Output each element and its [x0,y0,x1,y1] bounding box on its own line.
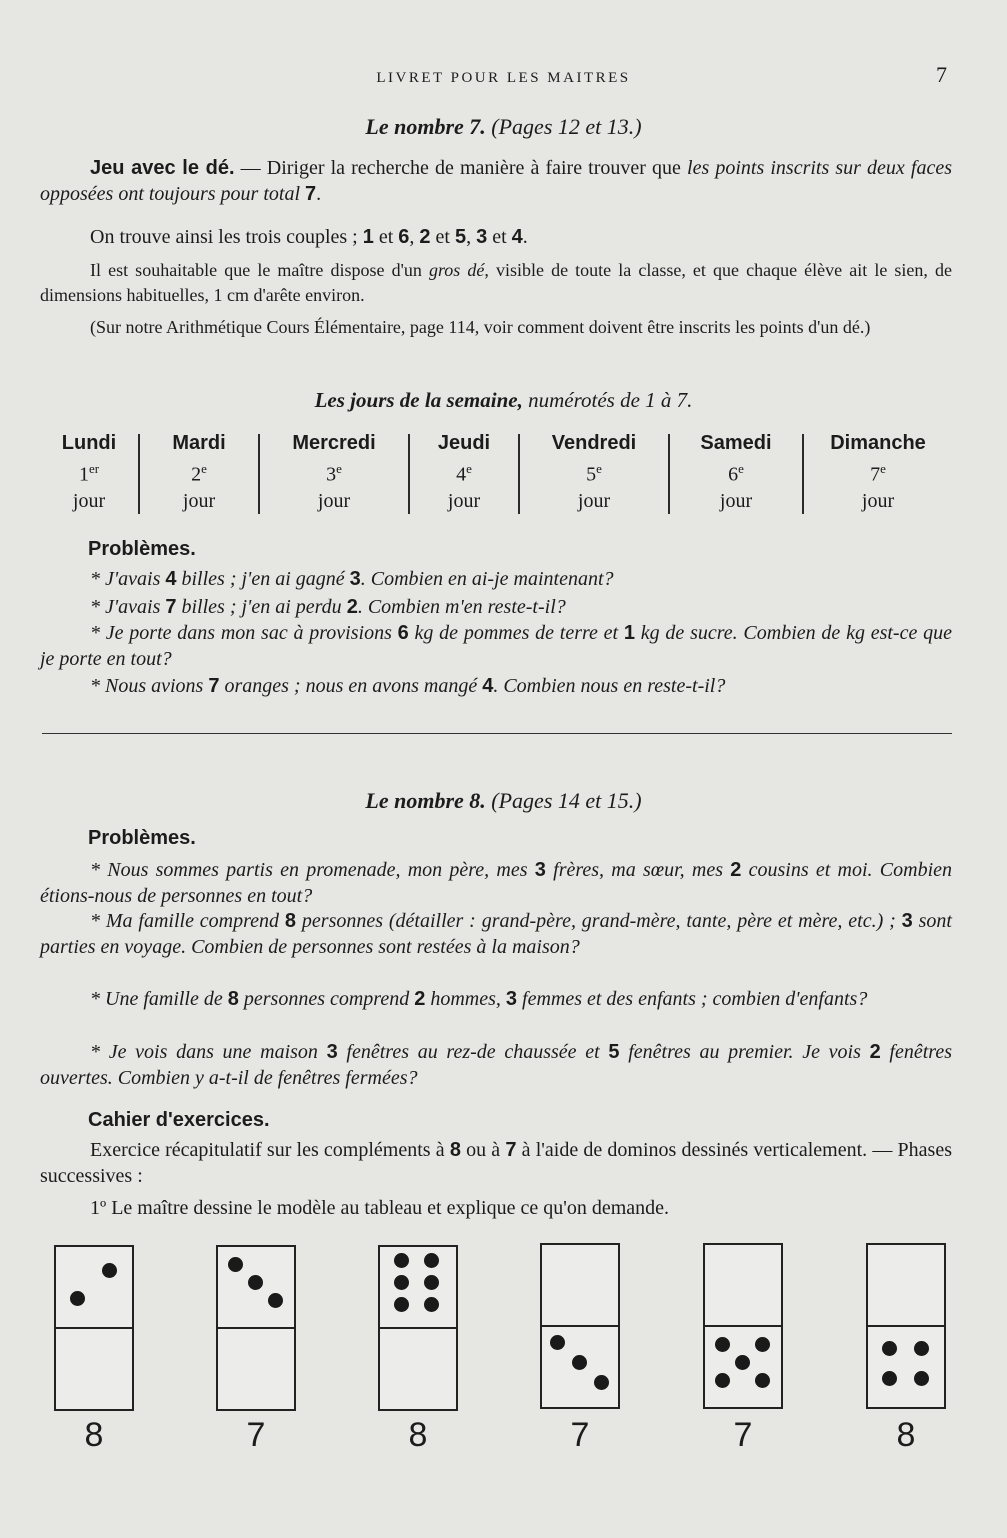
day-ordinal: 2 [191,463,202,486]
problem-text: fenêtres au premier. Je vois [619,1041,870,1063]
day-ordinal-suffix: e [466,461,472,476]
couples-text: . [522,226,528,248]
problem-number: 3 [349,568,361,590]
section-title-8 [0,788,1007,814]
couples-number: 3 [476,226,488,248]
day-name: Lundi [61,432,117,454]
section-title-8-main: Le nombre 8. [365,788,486,813]
day-column [670,430,802,512]
problem-number: 2 [730,859,742,881]
day-column [260,430,408,512]
problem-number: 3 [326,1041,338,1063]
gros-de-text: , visible de toute la classe, et que chaque élève ait le sien, de dimensions habituelles, 1 cm d'arête environ. [40,260,952,305]
day-ordinal-suffix: e [880,461,886,476]
domino-pip [102,1263,117,1278]
section-title-7-main: Le nombre 7. [365,114,486,139]
couples-text: , [409,226,420,248]
problem-number: 8 [227,988,239,1010]
cahier-text: Exercice récapitulatif sur les compléments à [90,1139,450,1161]
problem-number: 7 [165,596,177,618]
problem-text: * Nous avions [90,675,209,697]
problem-number: 5 [608,1041,620,1063]
domino-pip [424,1275,439,1290]
problem-7-2 [40,594,952,620]
day-column [410,430,518,512]
problem-text: * Ma famille comprend [90,910,285,932]
jeu-text-1: — Diriger la recherche de manière à faire trouver que [234,157,688,179]
jeu-number: 7 [305,183,317,205]
cahier-number: 8 [449,1139,461,1161]
problem-number: 1 [623,622,636,644]
day-word: jour [182,489,216,512]
domino-label: 8 [896,1416,916,1454]
problem-number: 3 [901,910,913,932]
couples-text: On trouve ainsi les trois couples ; [90,226,363,248]
problem-text: cousins et moi. Combien étions-nous de personnes en tout? [40,859,953,907]
domino-pip [735,1355,750,1370]
domino-pip [755,1373,770,1388]
domino-divider [56,1327,132,1329]
running-head: LIVRET POUR LES MAITRES [376,70,631,86]
problems-heading-7: Problèmes. [88,538,196,560]
problem-7-3 [40,620,952,672]
arithmetique-note: (Sur notre Arithmétique Cours Élémentaire, page 114, voir comment doivent être inscrits les points d'un dé.) [90,317,871,337]
day-ordinal: 5 [586,463,597,486]
couples-number: 6 [398,226,410,248]
day-word: jour [447,489,481,512]
section-title-7-pages: (Pages 12 et 13.) [485,114,642,139]
day-column [520,430,668,512]
problems-heading-8: Problèmes. [88,827,196,849]
day-name: Dimanche [830,432,926,454]
domino-pip [914,1371,929,1386]
domino-pip [882,1371,897,1386]
problem-text: billes ; j'en ai gagné [176,568,350,590]
jeu-text-2: les points inscrits sur deux faces opposées ont toujours pour total [40,157,952,205]
domino-pip [424,1253,439,1268]
day-word: jour [861,489,895,512]
jeu-end: . [316,183,322,205]
problem-number: 3 [505,988,518,1010]
problem-text: kg de sucre. Combien de kg est-ce que je porte en tout? [40,622,952,670]
couples-number: 5 [454,226,467,248]
day-ordinal: 7 [870,463,881,486]
day-ordinal-suffix: e [201,461,207,476]
day-ordinal-suffix: e [738,461,744,476]
problem-text: femmes et des enfants ; combien d'enfants? [517,988,868,1010]
domino-pip [394,1297,409,1312]
day-column [804,430,952,512]
section-title-7 [0,114,1007,140]
day-word: jour [317,489,351,512]
domino [54,1245,134,1411]
domino-pip [882,1341,897,1356]
couples-number: 2 [419,226,431,248]
domino-pip [394,1253,409,1268]
problem-text: personnes (détailler : grand-père, grand-mère, tante, père et mère, etc.) ; [296,910,902,932]
page-number: 7 [936,62,947,87]
problem-text: hommes, [425,988,506,1010]
problem-text: fenêtres ouvertes. Combien y a-t-il de fenêtres fermées? [40,1041,953,1089]
section-divider [42,733,952,734]
domino [866,1243,946,1409]
cahier-text: ou à [460,1139,506,1161]
problem-8-1 [40,857,952,909]
problem-text: oranges ; nous en avons mangé [219,675,483,697]
domino-pip [248,1275,263,1290]
day-ordinal-suffix: e [596,461,602,476]
domino-pip [594,1375,609,1390]
jeu-paragraph [40,155,952,207]
problem-number: 2 [346,596,358,618]
problem-text: * J'avais [90,568,166,590]
domino-pip [572,1355,587,1370]
problem-text: billes ; j'en ai perdu [176,596,347,618]
problem-number: 6 [397,622,409,644]
jours-title [0,388,1007,413]
domino-pip [755,1337,770,1352]
problem-text: kg de pommes de terre et [408,622,624,644]
domino-label: 7 [570,1416,590,1454]
cahier-paragraph [40,1137,952,1189]
day-name: Jeudi [437,432,491,454]
domino-label: 8 [84,1416,104,1454]
domino-pip [70,1291,85,1306]
day-ordinal: 1 [78,463,89,486]
problem-text: . Combien m'en reste-t-il? [357,596,566,618]
couples-text: et [430,226,455,248]
day-column [40,430,138,512]
problem-number: 3 [534,859,546,881]
domino-divider [218,1327,294,1329]
domino [216,1245,296,1411]
days-table [40,430,952,512]
problem-number: 4 [165,568,177,590]
domino-pip [424,1297,439,1312]
problem-text: personnes comprend [238,988,415,1010]
gros-de-text: Il est souhaitable que le maître dispose d'un [90,260,429,280]
problem-text: . Combien en ai-je maintenant? [360,568,614,590]
domino-pip [394,1275,409,1290]
problem-number: 2 [414,988,426,1010]
domino [378,1245,458,1411]
day-word: jour [577,489,611,512]
domino-pip [715,1373,730,1388]
problem-7-1 [40,566,952,592]
couples-line [40,224,952,250]
day-ordinal-suffix: e [336,461,342,476]
domino-label: 7 [246,1416,266,1454]
couples-text: et [487,226,512,248]
problem-text: sont parties en voyage. Combien de personnes sont restées à la maison? [40,910,952,958]
couples-number: 4 [511,226,523,248]
problem-8-2 [40,908,952,960]
domino-pip [268,1293,283,1308]
domino-pip [228,1257,243,1272]
cahier-text: à l'aide de dominos dessinés verticalement. — Phases successives : [40,1139,952,1187]
gros-de-paragraph [40,258,952,308]
problem-number: 7 [208,675,220,697]
cahier-number: 7 [505,1139,517,1161]
domino-divider [705,1325,781,1327]
domino-divider [380,1327,456,1329]
day-word: jour [72,489,106,512]
day-ordinal: 3 [326,463,337,486]
problem-text: fenêtres au rez-de chaussée et [337,1041,609,1063]
couples-text: , [466,226,477,248]
domino-pip [914,1341,929,1356]
domino-divider [542,1325,618,1327]
problem-number: 4 [482,675,494,697]
day-ordinal: 4 [456,463,467,486]
problem-text: * J'avais [90,596,166,618]
problem-text: * Je porte dans mon sac à provisions [90,622,398,644]
day-name: Samedi [700,432,772,454]
cahier-heading: Cahier d'exercices. [88,1109,270,1131]
section-title-8-pages: (Pages 14 et 15.) [485,788,642,813]
day-column [140,430,258,512]
problem-text: frères, ma sœur, mes [545,859,731,881]
couples-number: 1 [362,226,374,248]
problem-number: 8 [284,910,297,932]
problem-8-3 [40,986,952,1012]
day-word: jour [719,489,753,512]
day-ordinal: 6 [728,463,739,486]
gros-de-italic: gros dé [428,260,485,280]
jours-title-main: Les jours de la semaine, [314,388,523,412]
problem-text: . Combien nous en reste-t-il? [493,675,726,697]
problem-text: * Nous sommes partis en promenade, mon père, mes [90,859,535,881]
jeu-heading: Jeu avec le dé. [90,157,235,179]
day-name: Mardi [172,432,226,454]
domino-pip [550,1335,565,1350]
problem-text: * Je vois dans une maison [90,1041,327,1063]
domino-divider [868,1325,944,1327]
day-ordinal-suffix: er [88,461,100,476]
step-1: 1º Le maître dessine le modèle au tableau et explique ce qu'on demande. [90,1197,670,1219]
domino-label: 8 [408,1416,428,1454]
problem-text: * Une famille de [90,988,228,1010]
jours-title-rest: numérotés de 1 à 7. [522,388,693,412]
couples-text: et [373,226,399,248]
domino [540,1243,620,1409]
domino [703,1243,783,1409]
domino-pip [715,1337,730,1352]
day-name: Mercredi [292,432,376,454]
problem-8-4 [40,1039,952,1091]
problem-number: 2 [869,1041,881,1063]
domino-label: 7 [733,1416,753,1454]
problem-7-4 [40,673,952,699]
day-name: Vendredi [551,432,637,454]
